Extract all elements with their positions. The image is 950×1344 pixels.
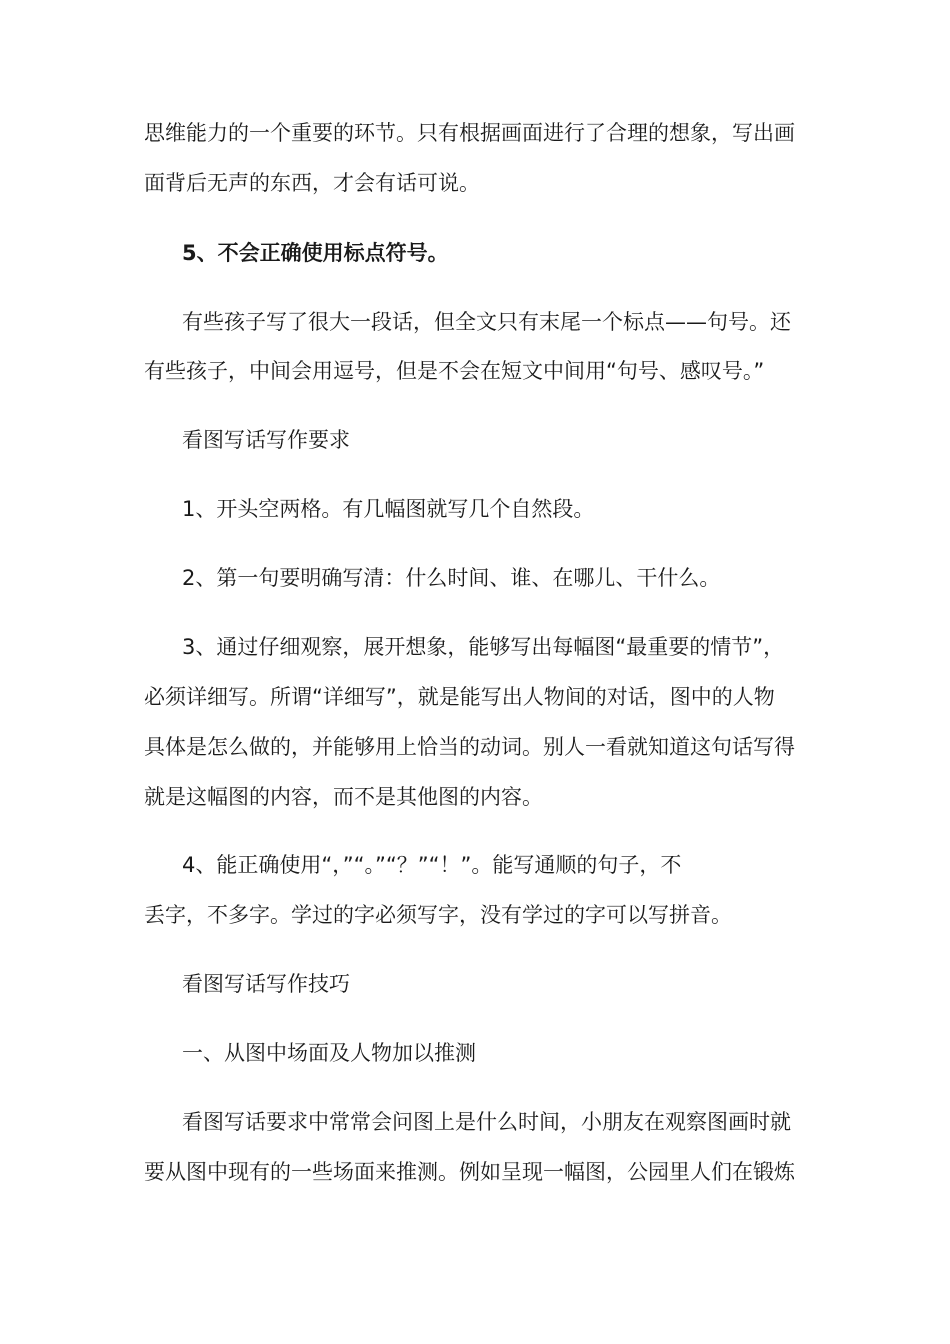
paragraph-line: 必须详细写。所谓“详细写”，就是能写出人物间的对话，图中的人物 xyxy=(144,685,775,709)
sub-heading: 一、从图中场面及人物加以推测 xyxy=(182,1041,476,1065)
paragraph-line: 有些孩子写了很大一段话，但全文只有末尾一个标点——句号。还 xyxy=(182,310,791,334)
list-item: 4、能正确使用“，”“。”“？”“！”。能写通顺的句子，不 xyxy=(182,853,682,877)
section-heading: 看图写话写作技巧 xyxy=(182,972,350,996)
section-heading: 5、不会正确使用标点符号。 xyxy=(182,241,449,265)
paragraph-line: 丢字，不多字。学过的字必须写字，没有学过的字可以写拼音。 xyxy=(144,903,732,927)
paragraph-line: 具体是怎么做的，并能够用上恰当的动词。别人一看就知道这句话写得 xyxy=(144,735,795,759)
section-heading: 看图写话写作要求 xyxy=(182,428,350,452)
paragraph-line: 面背后无声的东西，才会有话可说。 xyxy=(144,171,480,195)
list-item: 1、开头空两格。有几幅图就写几个自然段。 xyxy=(182,497,595,521)
paragraph-line: 就是这幅图的内容，而不是其他图的内容。 xyxy=(144,785,543,809)
paragraph-line: 要从图中现有的一些场面来推测。例如呈现一幅图，公园里人们在锻炼 xyxy=(144,1160,795,1184)
paragraph-line: 有些孩子，中间会用逗号，但是不会在短文中间用“句号、感叹号。” xyxy=(144,359,765,383)
list-item: 2、第一句要明确写清：什么时间、谁、在哪儿、干什么。 xyxy=(182,566,721,590)
paragraph-line: 看图写话要求中常常会问图上是什么时间，小朋友在观察图画时就 xyxy=(182,1110,791,1134)
paragraph-line: 思维能力的一个重要的环节。只有根据画面进行了合理的想象，写出画 xyxy=(144,121,795,145)
list-item: 3、通过仔细观察，展开想象，能够写出每幅图“最重要的情节”， xyxy=(182,635,785,659)
